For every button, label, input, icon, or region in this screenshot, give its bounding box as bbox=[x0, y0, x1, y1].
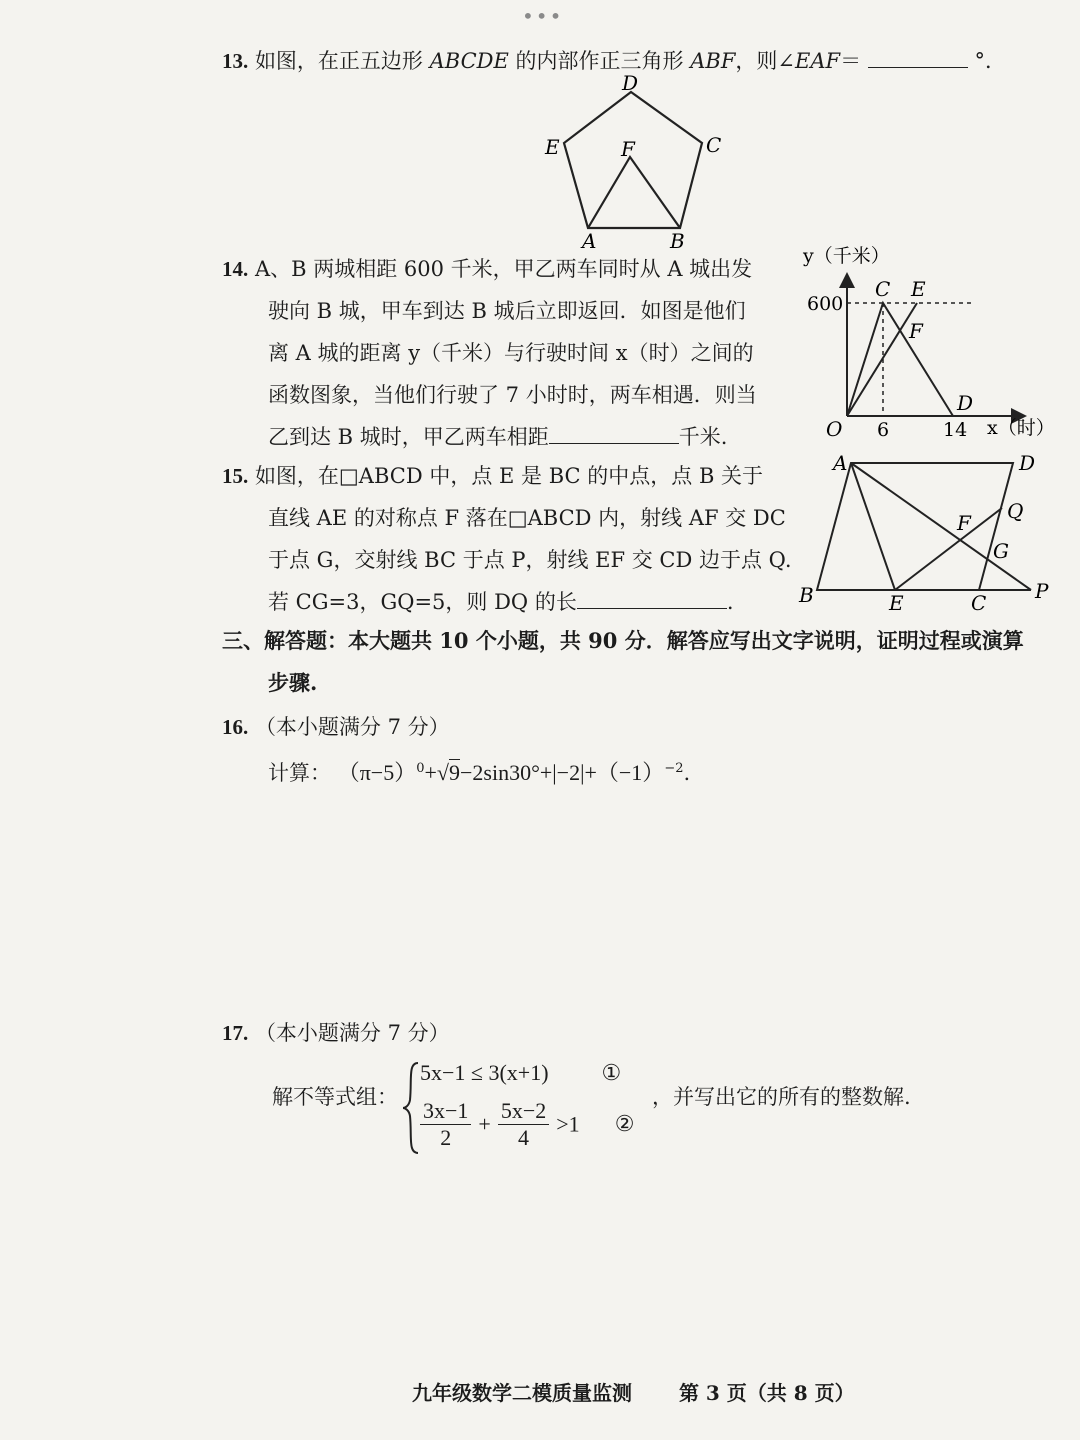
fraction-1: $\frac{3x-1}{2}$ bbox=[420, 1098, 471, 1151]
question-number: 13. bbox=[222, 49, 249, 73]
answer-blank[interactable] bbox=[868, 41, 968, 68]
label-q: Q bbox=[1007, 499, 1024, 523]
question-15: 15. 如图，在□ABCD 中，点 E 是 BC 的中点，点 B 关于 直线 AE 的对称点 F 落在□ABCD 内，射线 AF 交 DC 于点 G，交射线 BC 于点 P，射线 EF 交 CD 边于点 Q. 若 CG=3，GQ=5，则 DQ 的长 . bbox=[222, 464, 792, 614]
q17-prompt: 解不等式组： bbox=[272, 1085, 398, 1109]
pentagon-figure bbox=[530, 70, 740, 255]
q13-text: 如图，在正五边形 ABCDE 的内部作正三角形 ABF，则∠EAF＝ bbox=[254, 49, 862, 73]
question-16: 16. （本小题满分 7 分） 计算： $(\pi-5)^0+√9-2\sin 30^\circ+|-2|+(-1)^{-2}$. bbox=[222, 706, 690, 794]
label-d: D bbox=[957, 391, 974, 415]
label-e: E bbox=[889, 591, 904, 615]
question-number: 14. bbox=[222, 257, 249, 281]
line-car-yi bbox=[847, 303, 917, 416]
x-axis-label: x（时） bbox=[987, 417, 1055, 439]
label-f: F bbox=[957, 511, 971, 535]
label-g: G bbox=[993, 539, 1009, 563]
system-brace bbox=[400, 1060, 422, 1156]
ray-af bbox=[851, 463, 1031, 590]
label-a: A bbox=[833, 451, 848, 475]
question-number: 16. bbox=[222, 715, 249, 739]
label-c: C bbox=[971, 591, 987, 615]
ray-ef bbox=[895, 508, 1002, 590]
label-b: B bbox=[670, 229, 685, 253]
fraction-2: $\frac{5x-2}{4}$ bbox=[498, 1098, 549, 1151]
q17-tail: ，并写出它的所有的整数解. bbox=[652, 1085, 911, 1109]
label-a: A bbox=[582, 229, 597, 253]
drag-handle-icon[interactable]: ••• bbox=[522, 4, 564, 28]
section-heading: 三、解答题：本大题共 10 个小题，共 90 分．解答应写出文字说明，证明过程或演算 步骤. bbox=[222, 628, 1024, 695]
y-axis-label: y（千米） bbox=[803, 245, 890, 267]
y-tick-600: 600 bbox=[807, 293, 844, 315]
parallelogram-abcd bbox=[817, 463, 1013, 590]
label-e: E bbox=[545, 135, 560, 159]
question-number: 17. bbox=[222, 1021, 249, 1045]
footer-title: 九年级数学二模质量监测 bbox=[412, 1381, 632, 1405]
triangle-abf bbox=[588, 157, 680, 228]
question-13: 13. 如图，在正五边形 ABCDE 的内部作正三角形 ABF，则∠EAF＝ °． bbox=[222, 40, 1006, 82]
x-tick-6: 6 bbox=[877, 419, 890, 441]
line-car-jia bbox=[847, 303, 953, 416]
distance-time-graph bbox=[795, 238, 1065, 443]
question-17: 17. （本小题满分 7 分） bbox=[222, 1021, 450, 1045]
parallelogram-figure bbox=[795, 450, 1065, 620]
label-c: C bbox=[875, 277, 891, 301]
q16-expression: 计算： $(\pi-5)^0+√9-2\sin 30^\circ+|-2|+(-1)^{-2}$. bbox=[268, 760, 691, 785]
label-f: F bbox=[909, 319, 923, 343]
answer-blank[interactable] bbox=[577, 582, 727, 609]
footer-page: 第 3 页（共 8 页） bbox=[678, 1381, 855, 1405]
label-origin: O bbox=[826, 417, 843, 441]
label-b: B bbox=[799, 583, 814, 607]
x-tick-14: 14 bbox=[943, 419, 968, 441]
answer-blank[interactable] bbox=[549, 417, 679, 444]
label-d: D bbox=[622, 71, 639, 95]
question-14: 14. A、B 两城相距 600 千米，甲乙两车同时从 A 城出发 驶向 B 城，甲车到达 B 城后立即返回．如图是他们 离 A 城的距离 y（千米）与行驶时间 x（时）之间的 函数图象，当他们行驶了 7 小时时，两车相遇．则当 乙到达 B 城时，甲乙两车相距 千米. bbox=[222, 257, 757, 449]
inequality-1: 5x−1 ≤ 3(x+1) ① bbox=[420, 1060, 622, 1086]
label-c: C bbox=[706, 133, 722, 157]
segment-ae bbox=[851, 463, 895, 590]
label-f: F bbox=[621, 137, 635, 161]
inequality-2: $\frac{3x-1}{2}$ + $\frac{5x-2}{4}$ >1 ② bbox=[420, 1098, 634, 1151]
label-p: P bbox=[1035, 579, 1049, 603]
question-number: 15. bbox=[222, 464, 249, 488]
sqrt-symbol: √9 bbox=[436, 760, 460, 785]
footer bbox=[412, 1372, 855, 1414]
label-d: D bbox=[1019, 451, 1036, 475]
label-e: E bbox=[911, 277, 926, 301]
